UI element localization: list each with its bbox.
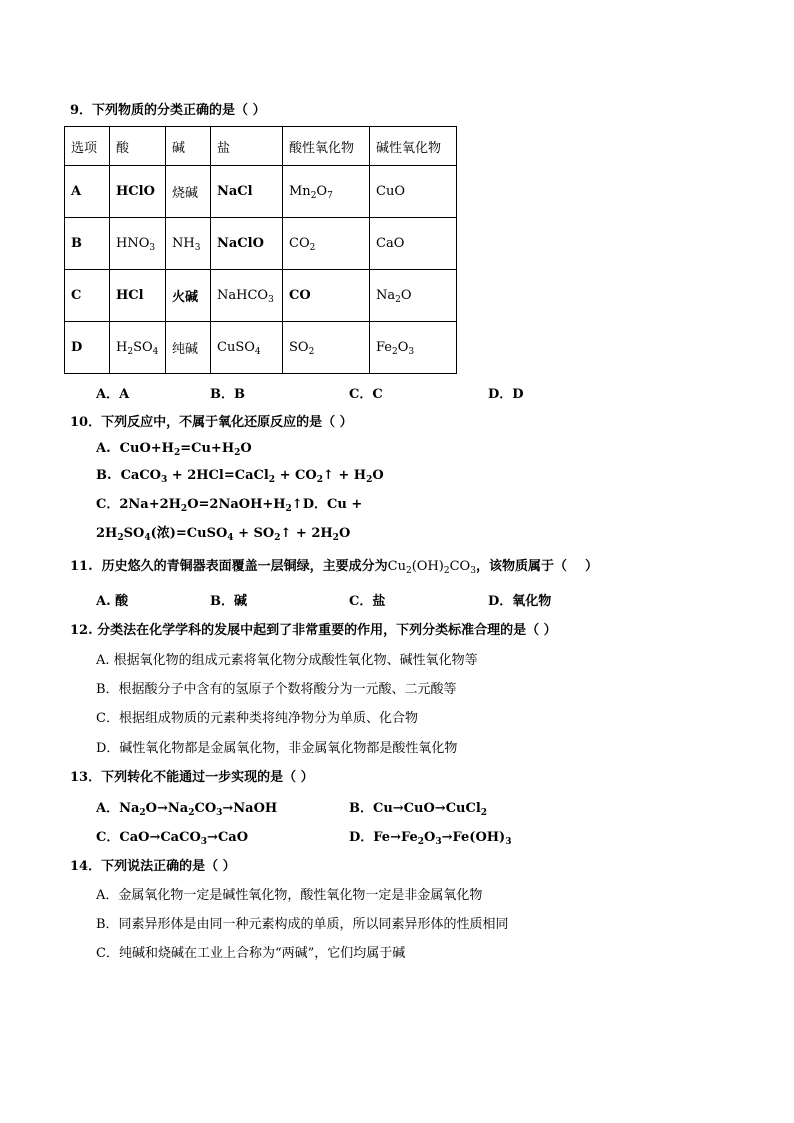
table-row bbox=[65, 322, 457, 374]
q10-option-d-part2: $2H_2SO_4$(浓)=CuSO$_4$ + $SO_2↑ + 2H_2O$ bbox=[96, 526, 351, 543]
q13-option-d: D．$Fe\to Fe_2O_3\to Fe(OH)_3$ bbox=[349, 830, 512, 847]
base-cell: 烧碱 bbox=[166, 166, 211, 218]
row-label: A bbox=[65, 166, 110, 218]
q10-option-c: C．$2Na+2H_2O=2NaOH+H_2↑D$．Cu + bbox=[96, 497, 363, 514]
salt-cell: NaHCO$_3$ bbox=[211, 270, 283, 322]
base-oxide-cell: $Na_2O$ bbox=[370, 270, 457, 322]
acid-oxide-cell: $CO_2$ bbox=[283, 218, 370, 270]
base-oxide-cell: $Fe_2O_3$ bbox=[370, 322, 457, 374]
table-header-row bbox=[65, 127, 457, 166]
salt-cell: CuSO$_4$ bbox=[211, 322, 283, 374]
q10-option-b: B. CaCO$_3$ + 2HCl=CaCl$_2$ + $CO_2↑ + H_2O$ bbox=[96, 468, 384, 485]
salt-cell: NaCl bbox=[211, 166, 283, 218]
base-oxide-cell: CuO bbox=[370, 166, 457, 218]
q9-table bbox=[64, 126, 457, 374]
acid-cell: HClO bbox=[110, 166, 166, 218]
row-label: B bbox=[65, 218, 110, 270]
header-cell: 碱 bbox=[166, 127, 211, 166]
table-row bbox=[65, 166, 457, 218]
q12-option-c: C．根据组成物质的元素种类将纯净物分为单质、化合物 bbox=[96, 711, 418, 726]
q13-option-c: C．CaO→CaCO$_3$→CaO bbox=[96, 830, 249, 847]
q11-choice-d: D．氧化物 bbox=[488, 594, 552, 609]
q9-choice-b: B．B bbox=[210, 387, 245, 402]
q14-option-b: B．同素异形体是由同一种元素构成的单质，所以同素异形体的性质相同 bbox=[96, 917, 509, 932]
acid-cell: $H_2SO_4$ bbox=[110, 322, 166, 374]
table-row bbox=[65, 270, 457, 322]
row-label: C bbox=[65, 270, 110, 322]
acid-oxide-cell: $SO_2$ bbox=[283, 322, 370, 374]
q10-option-a: A. $CuO+H_2=Cu+H_2O$ bbox=[96, 441, 252, 458]
q9-choice-c: C．C bbox=[349, 387, 383, 402]
q11-stem: 11. 历史悠久的青铜器表面覆盖一层铜绿，主要成分为$Cu_2(OH)_2CO_3$，该物质属于（ ） bbox=[70, 559, 599, 576]
acid-cell: HCl bbox=[110, 270, 166, 322]
acid-oxide-cell: $Mn_2O_7$ bbox=[283, 166, 370, 218]
header-cell: 选项 bbox=[65, 127, 110, 166]
q12-option-b: B．根据酸分子中含有的氢原子个数将酸分为一元酸、二元酸等 bbox=[96, 682, 457, 697]
q11-choice-b: B．碱 bbox=[210, 594, 247, 609]
header-cell: 酸性氧化物 bbox=[283, 127, 370, 166]
q14-option-c: C．纯碱和烧碱在工业上合称为“两碱”，它们均属于碱 bbox=[96, 946, 406, 961]
base-cell: 纯碱 bbox=[166, 322, 211, 374]
q14-option-a: A．金属氧化物一定是碱性氧化物，酸性氧化物一定是非金属氧化物 bbox=[96, 888, 483, 903]
q12-option-a: A. 根据氧化物的组成元素将氧化物分成酸性氧化物、碱性氧化物等 bbox=[96, 653, 478, 668]
base-cell: $NH_3$ bbox=[166, 218, 211, 270]
q14-stem: 14．下列说法正确的是（ ） bbox=[70, 859, 236, 874]
acid-cell: $HNO_3$ bbox=[110, 218, 166, 270]
header-cell: 盐 bbox=[211, 127, 283, 166]
base-cell: 火碱 bbox=[166, 270, 211, 322]
q12-stem: 12. 分类法在化学学科的发展中起到了非常重要的作用，下列分类标准合理的是（ ） bbox=[70, 623, 557, 638]
q10-option-d-part1: D．Cu + bbox=[302, 497, 363, 512]
q10-stem: 10．下列反应中，不属于氧化还原反应的是（ ） bbox=[70, 415, 353, 430]
q12-option-d: D．碱性氧化物都是金属氧化物，非金属氧化物都是酸性氧化物 bbox=[96, 741, 458, 756]
q9-choice-d: D．D bbox=[488, 387, 524, 402]
q9-stem: 9．下列物质的分类正确的是（ ） bbox=[70, 103, 266, 118]
header-cell: 酸 bbox=[110, 127, 166, 166]
salt-cell: NaClO bbox=[211, 218, 283, 270]
q11-choice-c: C．盐 bbox=[349, 594, 386, 609]
row-label: D bbox=[65, 322, 110, 374]
header-cell: 碱性氧化物 bbox=[370, 127, 457, 166]
q13-option-b: B．Cu→CuO→CuCl$_2$ bbox=[349, 801, 488, 818]
q13-option-a: A．$Na_2O\to Na_2CO_3\to NaOH$ bbox=[96, 801, 278, 818]
q13-stem: 13．下列转化不能通过一步实现的是（ ） bbox=[70, 770, 314, 785]
q11-choice-a: A. 酸 bbox=[96, 594, 129, 609]
q9-choice-a: A．A bbox=[96, 387, 130, 402]
base-oxide-cell: CaO bbox=[370, 218, 457, 270]
acid-oxide-cell: CO bbox=[283, 270, 370, 322]
table-row bbox=[65, 218, 457, 270]
